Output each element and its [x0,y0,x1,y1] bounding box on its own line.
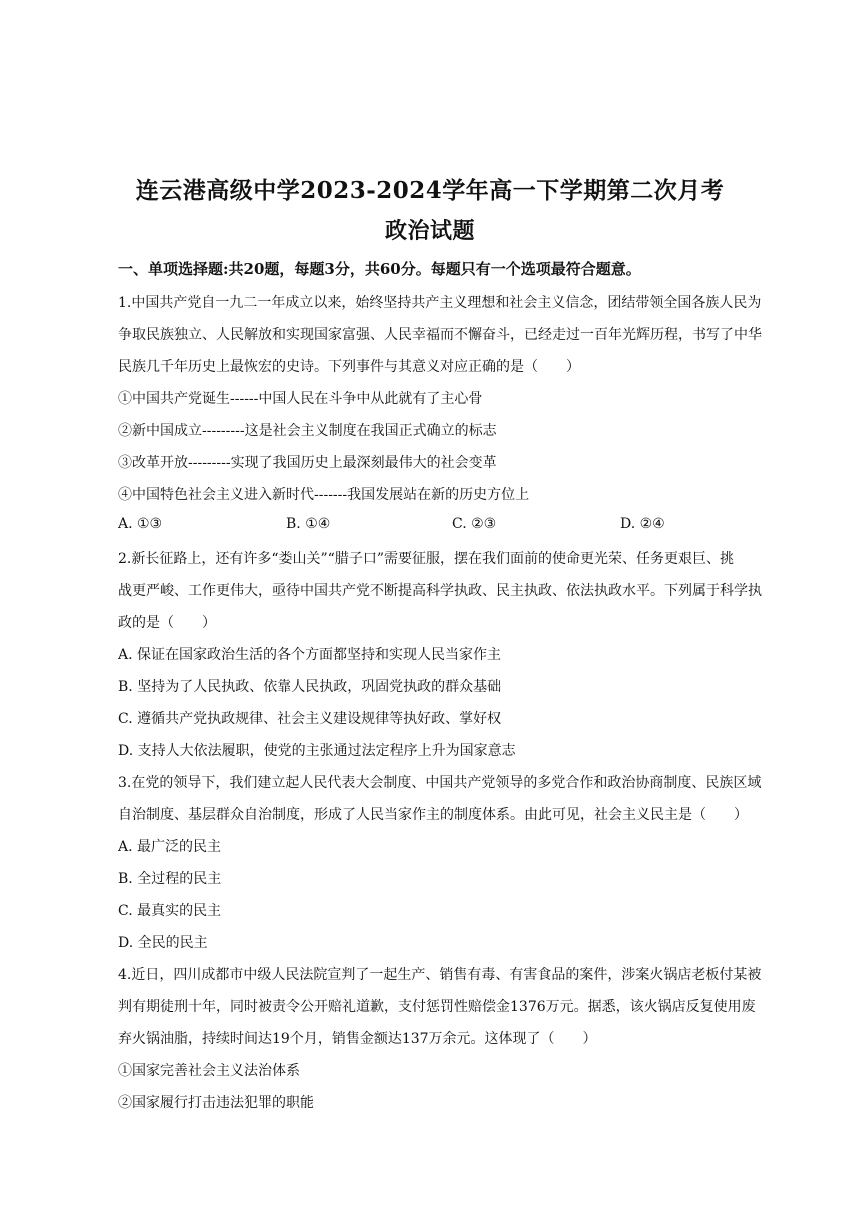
q2-option-a: A. 保证在国家政治生活的各个方面都坚持和实现人民当家作主 [118,647,502,663]
q1-option-b: B. ①④ [286,516,331,532]
q1-item: ②新中国成立---------这是社会主义制度在我国正式确立的标志 [118,423,497,439]
q1-option-a: A. ①③ [118,516,163,532]
q3-stem-line: 3.在党的领导下，我们建立起人民代表大会制度、中国共产党领导的多党合作和政治协商制度、民族区域 [118,775,762,791]
q1-stem-line: 争取民族独立、人民解放和实现国家富强、人民幸福而不懈奋斗，已经走过一百年光辉历程，书写了中华 [118,327,762,343]
q2-option-b: B. 坚持为了人民执政、依靠人民执政，巩固党执政的群众基础 [118,679,502,695]
q3-option-a: A. 最广泛的民主 [118,839,222,855]
section-heading: 一、单项选择题:共20题，每题3分，共60分。每题只有一个选项最符合题意。 [118,260,641,278]
q1-stem-line: 民族几千年历史上最恢宏的史诗。下列事件与其意义对应正确的是（ ） [118,359,580,375]
exam-subtitle: 政治试题 [384,218,475,244]
q2-option-c: C. 遵循共产党执政规律、社会主义建设规律等执好政、掌好权 [118,711,502,727]
q4-stem-line: 弃火锅油脂，持续时间达19个月，销售金额达137万余元。这体现了（ ） [118,1031,597,1047]
q4-stem-line: 判有期徒刑十年，同时被责令公开赔礼道歉，支付惩罚性赔偿金1376万元。据悉，该火锅店反复使用废 [118,999,756,1015]
exam-title: 连云港高级中学2023-2024学年高一下学期第二次月考 [135,177,725,204]
q2-stem-line: 战更严峻、工作更伟大，亟待中国共产党不断提高科学执政、民主执政、依法执政水平。下列属于科学执 [118,583,762,599]
q3-option-b: B. 全过程的民主 [118,871,222,887]
q1-item: ①中国共产党诞生------中国人民在斗争中从此就有了主心骨 [118,391,483,407]
q4-item: ①国家完善社会主义法治体系 [118,1063,300,1079]
q2-stem-line: 2.新长征路上，还有许多“娄山关”“腊子口”需要征服，摆在我们面前的使命更光荣、任务更艰巨、挑 [118,551,734,567]
q1-stem-line: 1.中国共产党自一九二一年成立以来，始终坚持共产主义理想和社会主义信念，团结带领全国各族人民为 [118,295,762,311]
q4-item: ②国家履行打击违法犯罪的职能 [118,1095,314,1111]
q3-option-d: D. 全民的民主 [118,935,208,951]
q1-option-d: D. ②④ [620,516,665,532]
q2-stem-line: 政的是（ ） [118,615,216,631]
q3-stem-line: 自治制度、基层群众自治制度，形成了人民当家作主的制度体系。由此可见，社会主义民主是（ ） [118,807,748,823]
q1-item: ④中国特色社会主义进入新时代-------我国发展站在新的历史方位上 [118,487,530,503]
q1-option-c: C. ②③ [452,516,497,532]
q3-option-c: C. 最真实的民主 [118,903,222,919]
q1-item: ③改革开放---------实现了我国历史上最深刻最伟大的社会变革 [118,455,497,471]
q2-option-d: D. 支持人大依法履职，使党的主张通过法定程序上升为国家意志 [118,743,516,759]
q4-stem-line: 4.近日，四川成都市中级人民法院宣判了一起生产、销售有毒、有害食品的案件，涉案火锅店老板付某被 [118,967,762,983]
